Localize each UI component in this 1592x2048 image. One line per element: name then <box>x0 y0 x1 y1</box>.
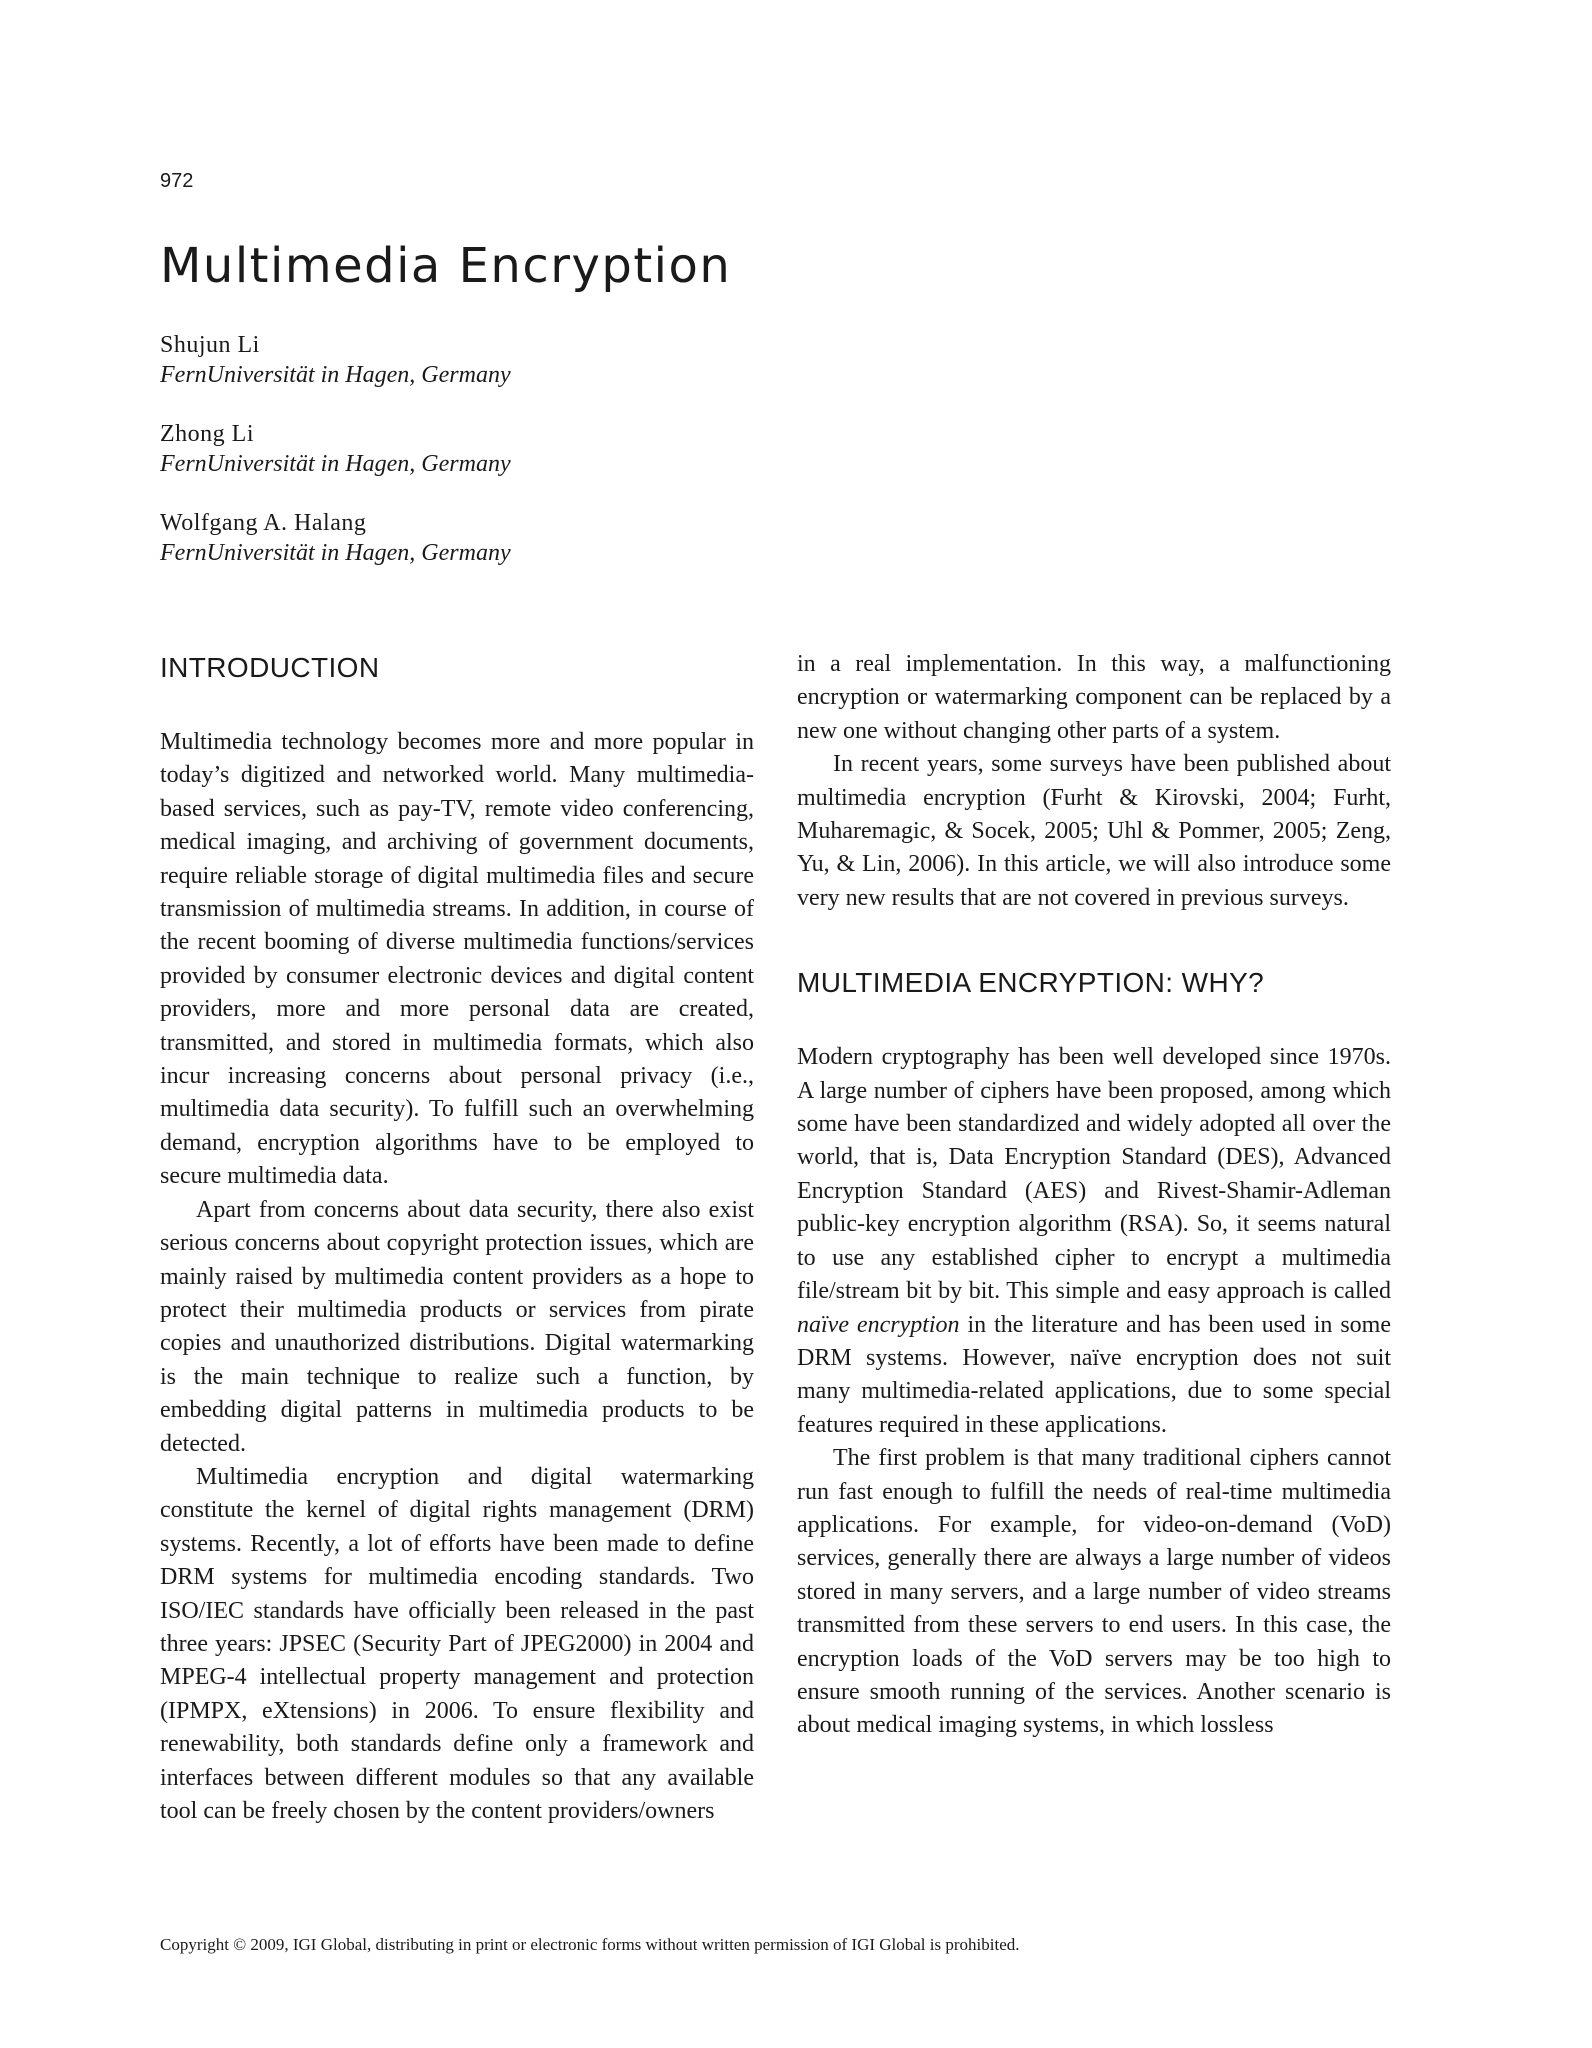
author-name: Zhong Li <box>160 421 254 447</box>
author-affiliation: FernUniversität in Hagen, Germany <box>160 540 511 566</box>
intro-paragraph-3: Multimedia encryption and digital watermarking constitute the kernel of digital rights management (DRM) systems. Recently, a lot of efforts have been made to define DRM systems for multimedia encoding standards. Two ISO/IEC standards have officially been released in the past three years: JPSEC (Security Part of JPEG2000) in 2004 and MPEG-4 intellectual property management and protection (IPMPX, eXtensions) in 2006. To ensure flexibility and renewability, both standards define only a framework and interfaces between different modules so that any available tool can be freely chosen by the content providers/owners <box>160 1463 754 1824</box>
introduction-heading: INTRODUCTION <box>160 652 380 683</box>
author-affiliation: FernUniversität in Hagen, Germany <box>160 362 511 388</box>
intro-paragraph-1: Multimedia technology becomes more and more popular in today’s digitized and networked world. Many multimedia-based services, such as pay-TV, remote video conferencing, medical imaging, and archiving of government documents, require reliable storage of digital multimedia files and secure transmission of multimedia streams. In addition, in course of the recent booming of diverse multimedia functions/services provided by consumer electronic devices and digital content providers, more and more personal data are created, transmitted, and stored in multimedia formats, which also incur increasing concerns about personal privacy (i.e., multimedia data security). To fulfill such an overwhelming demand, encryption algorithms have to be employed to secure multimedia data. <box>160 729 754 1190</box>
page-number: 972 <box>160 170 194 192</box>
why-paragraph-1-text-a: Modern cryptography has been well developed since 1970s. A large number of ciphers have been proposed, among which some have been standardized and widely adopted all over the world, that is, Data Encryption Standard (DES), Advanced Encryption Standard (AES) and Rivest-Shamir-Adleman public-key encryption algorithm (RSA). So, it seems natural to use any established cipher to encrypt a multimedia file/stream bit by bit. This simple and easy approach is called <box>797 1044 1391 1305</box>
why-paragraph-1 <box>797 1041 1391 1442</box>
intro-paragraph-surveys: In recent years, some surveys have been published about multimedia encryption (Furht & Kirovski, 2004; Furht, Muharemagic, & Socek, 2005; Uhl & Pommer, 2005; Zeng, Yu, & Lin, 2006). In this article, we will also introduce some very new results that are not covered in previous surveys. <box>797 751 1391 911</box>
article-title: Multimedia Encryption <box>160 238 732 294</box>
intro-paragraph-continuation: in a real implementation. In this way, a malfunctioning encryption or watermarking component can be replaced by a new one without changing other parts of a system. <box>797 651 1391 744</box>
author-affiliation: FernUniversität in Hagen, Germany <box>160 451 511 477</box>
author-block <box>160 419 860 479</box>
why-paragraph-2: The first problem is that many traditional ciphers cannot run fast enough to fulfill the needs of real-time multimedia applications. For example, for video-on-demand (VoD) services, generally there are always a large number of videos stored in many servers, and a large number of video streams transmitted from these servers to end users. In this case, the encryption loads of the VoD servers may be too high to ensure smooth running of the services. Another scenario is about medical imaging systems, in which lossless <box>797 1445 1391 1739</box>
why-heading: MULTIMEDIA ENCRYPTION: WHY? <box>797 967 1265 999</box>
author-name: Wolfgang A. Halang <box>160 510 367 536</box>
naive-encryption-term: naïve encryption <box>797 1311 960 1338</box>
intro-paragraph-2: Apart from concerns about data security, there also exist serious concerns about copyright protection issues, which are mainly raised by multimedia content providers as a hope to protect their multimedia products or services from pirate copies and unauthorized distributions. Digital watermarking is the main technique to realize such a function, by embedding digital patterns in multimedia products to be detected. <box>160 1196 754 1457</box>
why-paragraph-1-text-b: in the literature and has been used in some DRM systems. However, naïve encryption does not suit many multimedia-related applications, due to some special features required in these applications. <box>797 1311 1391 1438</box>
right-column <box>797 648 1391 1743</box>
left-column <box>160 648 754 1828</box>
author-name: Shujun Li <box>160 332 260 358</box>
author-block <box>160 330 860 390</box>
author-list <box>160 330 860 597</box>
copyright-notice: Copyright © 2009, IGI Global, distributing in print or electronic forms without written permission of IGI Global is prohibited. <box>160 1935 1020 1954</box>
author-block <box>160 508 860 568</box>
